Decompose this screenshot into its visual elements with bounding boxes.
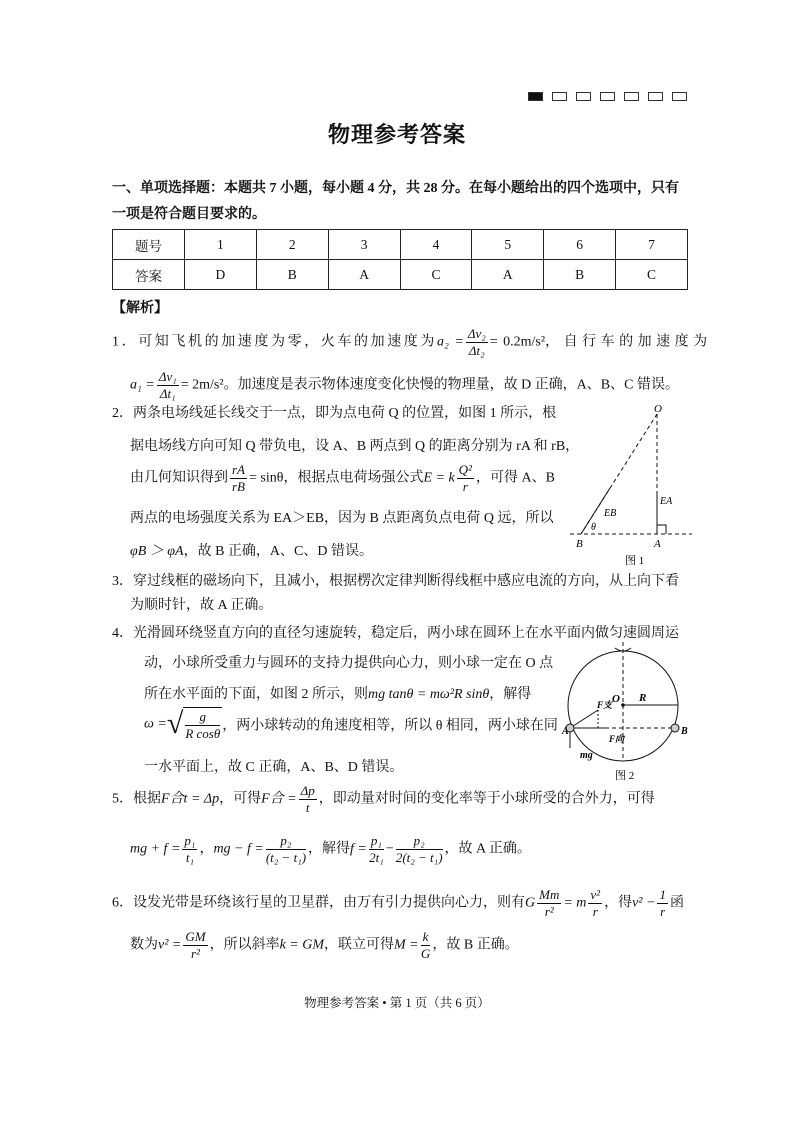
formula: φB ＞ φA bbox=[130, 544, 184, 559]
item3-line2: 为顺时针，故 A 正确。 bbox=[130, 598, 273, 613]
denominator: (t₂ − t₁) bbox=[265, 850, 307, 865]
denominator: t bbox=[305, 800, 310, 815]
text: ，所以斜率 bbox=[209, 937, 280, 953]
numerator: GM bbox=[185, 929, 206, 944]
item2-line3 bbox=[130, 462, 555, 495]
item5-line2 bbox=[130, 833, 531, 866]
numerator: 1 bbox=[659, 887, 666, 902]
fraction bbox=[230, 462, 247, 495]
text: ，可得 bbox=[219, 791, 262, 807]
text: ，得 bbox=[604, 895, 633, 911]
page-title: 物理参考答案 bbox=[327, 122, 466, 147]
table-cell: 6 bbox=[544, 230, 616, 260]
table-cell: 7 bbox=[616, 230, 688, 260]
formula: mg − f = bbox=[213, 841, 264, 857]
text: ，故 B 正确。 bbox=[432, 937, 519, 953]
denominator: R cosθ bbox=[185, 726, 221, 741]
table-cell: B bbox=[256, 260, 328, 290]
table-cell: 5 bbox=[472, 230, 544, 260]
table-cell: D bbox=[184, 260, 256, 290]
text: ，可得 A、B bbox=[475, 470, 555, 486]
section-heading-line1: 一、单项选择题：本题共 7 小题，每小题 4 分，共 28 分。在每小题给出的四个选项中，只有 bbox=[112, 181, 679, 196]
fraction bbox=[466, 326, 488, 359]
formula: E = k bbox=[423, 470, 455, 486]
page-indicator-square bbox=[600, 92, 615, 101]
table-cell: B bbox=[544, 260, 616, 290]
label-o: O bbox=[654, 403, 662, 415]
formula: f = bbox=[350, 841, 367, 857]
item6-line2 bbox=[130, 929, 519, 962]
page-indicator-square bbox=[672, 92, 687, 101]
figure-caption: 图 2 bbox=[615, 770, 635, 782]
formula: k = GM bbox=[279, 937, 325, 953]
page-indicator-square bbox=[624, 92, 639, 101]
text: ，故 B 正确，A、C、D 错误。 bbox=[183, 544, 373, 559]
ball-b bbox=[671, 724, 679, 732]
center-point bbox=[621, 703, 625, 707]
label-f-centripetal: F向 bbox=[609, 734, 625, 744]
table-cell: 3 bbox=[328, 230, 400, 260]
label-eb: EB bbox=[604, 508, 617, 519]
item4-line5: 一水平面上，故 C 正确，A、B、D 错误。 bbox=[144, 760, 404, 775]
formula: = 2m/s² bbox=[180, 377, 224, 393]
numerator: p₂ bbox=[266, 833, 306, 850]
sqrt: √ $\frac{g}{\text{R cosθ}}$ bbox=[166, 707, 221, 741]
fraction bbox=[266, 833, 306, 866]
label-r: R bbox=[639, 692, 647, 704]
label-ea: EA bbox=[660, 496, 673, 507]
text: 数为 bbox=[130, 937, 158, 953]
item2-line2: 据电场线方向可知 Q 带负电，设 A、B 两点到 Q 的距离分别为 rA 和 rB， bbox=[130, 439, 580, 454]
numerator: v² bbox=[590, 887, 601, 902]
formula: = sinθ bbox=[249, 470, 284, 486]
numerator: g bbox=[185, 709, 220, 726]
numerator: Δv₁ bbox=[158, 369, 177, 384]
item2-line1: 2．两条电场线延长线交于一点，即为点电荷 Q 的位置，如图 1 所示，根 bbox=[112, 406, 557, 421]
numerator: p₁ bbox=[370, 833, 382, 848]
fraction bbox=[396, 833, 443, 866]
numerator: k bbox=[422, 929, 429, 944]
formula: mg + f = bbox=[130, 841, 181, 857]
label-b: B bbox=[681, 726, 688, 737]
table-row-answers bbox=[113, 260, 688, 290]
denominator: Δt₂ bbox=[468, 343, 485, 358]
formula: M = bbox=[394, 937, 419, 953]
vector-fs bbox=[570, 710, 598, 728]
row-label: 题号 bbox=[113, 230, 185, 260]
formula: G bbox=[525, 895, 536, 911]
item6-line1 bbox=[112, 887, 684, 920]
item3-line1: 3．穿过线框的磁场向下，且减小，根据楞次定律判断得线框中感应电流的方向，从上向下看 bbox=[112, 574, 679, 589]
page-indicator-square bbox=[648, 92, 663, 101]
text: ，根据点电荷场强公式 bbox=[283, 470, 424, 486]
item2-line5 bbox=[130, 540, 373, 560]
denominator: rB bbox=[232, 479, 245, 494]
fraction bbox=[157, 369, 179, 402]
text: 5．根据 bbox=[112, 791, 161, 807]
table-cell: A bbox=[472, 260, 544, 290]
text: ，解得 bbox=[308, 841, 351, 857]
analysis-label: 【解析】 bbox=[112, 301, 168, 316]
page-indicator bbox=[528, 90, 696, 106]
text: ，联立可得 bbox=[324, 937, 395, 953]
table-cell: 4 bbox=[400, 230, 472, 260]
section-heading-line2: 一项是符合题目要求的。 bbox=[112, 207, 266, 222]
denominator: r bbox=[462, 479, 468, 494]
label-mg: mg bbox=[580, 750, 593, 761]
numerator: Δv₂ bbox=[467, 326, 486, 341]
formula: − bbox=[385, 841, 394, 857]
fraction bbox=[588, 887, 602, 920]
formula: F合 = bbox=[261, 791, 297, 807]
text: 6．设发光带是环绕该行星的卫星群，由万有引力提供向心力，则有 bbox=[112, 895, 525, 911]
page-indicator-square bbox=[576, 92, 591, 101]
text: 所在水平面的下面，如图 2 所示，则 bbox=[144, 687, 368, 702]
label-b: B bbox=[576, 538, 583, 550]
denominator: 2t₁ bbox=[369, 850, 384, 865]
numerator: p₂ bbox=[396, 833, 443, 850]
denominator: Δt₁ bbox=[159, 386, 176, 401]
text: 。加速度是表示物体速度变化快慢的物理量，故 D 正确，A、B、C 错误。 bbox=[223, 377, 679, 393]
item4-line3 bbox=[144, 683, 531, 703]
item1-line1 bbox=[112, 326, 712, 359]
page-footer: 物理参考答案 • 第 1 页（共 6 页） bbox=[304, 996, 490, 1010]
fraction bbox=[457, 462, 474, 495]
denominator: 2(t₂ − t₁) bbox=[395, 850, 443, 865]
text: ，即动量对时间的变化率等于小球所受的合外力，可得 bbox=[318, 791, 655, 807]
item4-line1: 4．光滑圆环绕竖直方向的直径匀速旋转，稳定后，两小球在圆环上在水平面内做匀速圆周运 bbox=[112, 626, 679, 641]
item1-line2 bbox=[130, 369, 679, 402]
table-cell: 1 bbox=[184, 230, 256, 260]
fraction bbox=[185, 709, 220, 742]
fraction bbox=[657, 887, 668, 920]
denominator: t₁ bbox=[185, 850, 194, 865]
text: 由几何知识得到 bbox=[130, 470, 228, 486]
answer-table bbox=[112, 229, 688, 290]
text: ，两小球转动的角速度相等，所以 θ 相同，两小球在同 bbox=[222, 718, 558, 734]
formula: mg tanθ = mω²R sinθ bbox=[368, 687, 490, 702]
text: ，故 A 正确。 bbox=[444, 841, 531, 857]
table-cell: C bbox=[400, 260, 472, 290]
fraction bbox=[183, 929, 207, 962]
numerator: Q² bbox=[458, 462, 472, 477]
figure-caption: 图 1 bbox=[625, 555, 645, 567]
fraction bbox=[537, 887, 561, 920]
label-a: A bbox=[562, 726, 569, 737]
text: ，解得 bbox=[489, 687, 532, 702]
label-o: O bbox=[612, 693, 620, 705]
numerator: p₁ bbox=[184, 833, 196, 848]
numerator: Δp bbox=[300, 783, 315, 798]
fraction bbox=[369, 833, 384, 866]
denominator: r² bbox=[544, 904, 554, 919]
table-cell: A bbox=[328, 260, 400, 290]
text: 函 bbox=[669, 895, 684, 911]
formula: v² = bbox=[158, 937, 182, 953]
formula: v² − bbox=[632, 895, 656, 911]
denominator: r bbox=[592, 904, 598, 919]
label-theta: θ bbox=[591, 522, 596, 533]
item5-line1 bbox=[112, 783, 655, 816]
table-cell: 2 bbox=[256, 230, 328, 260]
page-indicator-square bbox=[528, 92, 543, 101]
figure-1 bbox=[570, 400, 695, 570]
label-f-support: F支 bbox=[597, 700, 613, 710]
formula: ω = bbox=[144, 716, 167, 732]
text: ，自行车的加速度为 bbox=[545, 334, 712, 350]
numerator: rA bbox=[232, 462, 245, 477]
figure-2 bbox=[562, 638, 695, 786]
item4-line2: 动，小球所受重力与圆环的支持力提供向心力，则小球一定在 O 点 bbox=[144, 656, 554, 671]
fraction bbox=[299, 783, 317, 816]
formula: a₂ = bbox=[437, 334, 464, 350]
fraction bbox=[182, 833, 197, 866]
formula: = 0.2m/s² bbox=[489, 334, 546, 350]
item2-line4: 两点的电场强度关系为 EA＞EB，因为 B 点距离负点电荷 Q 远，所以 bbox=[130, 511, 554, 526]
right-angle-mark bbox=[657, 525, 666, 534]
table-row-numbers bbox=[113, 230, 688, 260]
row-label: 答案 bbox=[113, 260, 185, 290]
denominator: r bbox=[660, 904, 666, 919]
numerator: Mm bbox=[539, 887, 560, 902]
fraction bbox=[421, 929, 431, 962]
text: ， bbox=[199, 841, 214, 857]
item4-line4 bbox=[144, 707, 558, 742]
label-a: A bbox=[654, 538, 661, 550]
text: 1．可知飞机的加速度为零，火车的加速度为 bbox=[112, 334, 437, 350]
table-cell: C bbox=[616, 260, 688, 290]
formula: F合t = Δp bbox=[161, 791, 220, 807]
formula: a₁ = bbox=[130, 377, 155, 393]
denominator: r² bbox=[190, 946, 200, 961]
formula: = m bbox=[563, 895, 587, 911]
page-indicator-square bbox=[552, 92, 567, 101]
denominator: G bbox=[420, 946, 431, 961]
